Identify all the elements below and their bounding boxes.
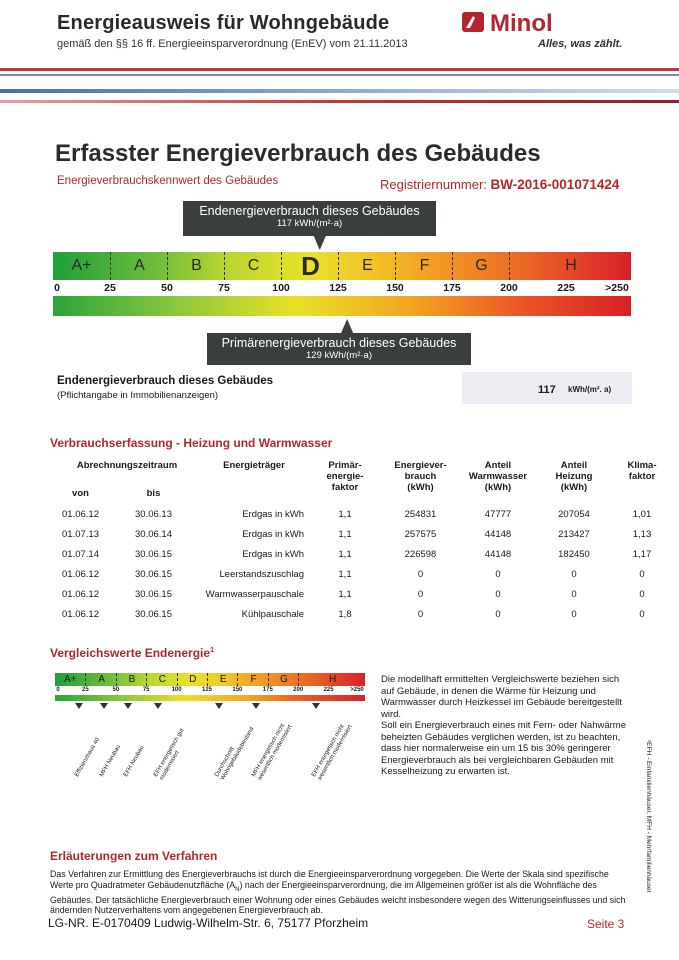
table-cell: 0 (571, 588, 577, 600)
explanation-text-sub: N (235, 886, 240, 893)
comparison-marker-label: EFH Neubau (122, 744, 146, 778)
table-cell: 01.07.13 (62, 528, 99, 540)
scale-class-e: E (338, 252, 396, 280)
table-cell: 44148 (484, 528, 512, 540)
header-rule-red (0, 68, 679, 71)
consumption-table (54, 460, 673, 624)
scale-tick: 200 (500, 282, 518, 294)
comparison-marker-label: MFH energetisch nicht wesentlich modernisiert (250, 723, 294, 782)
table-cell: 213427 (558, 528, 590, 540)
document-title: Energieausweis für Wohngebäude (57, 12, 390, 34)
header-warmwater: Anteil Warmwasser (kWh) (468, 460, 528, 493)
registration-label: Registriernummer: (380, 177, 487, 192)
header-period: Abrechnungszeitraum (76, 460, 178, 471)
registration-number: BW-2016-001071424 (490, 177, 620, 192)
scale-class-g: G (452, 252, 510, 280)
table-cell: 30.06.13 (135, 508, 172, 520)
table-cell: 0 (417, 608, 424, 620)
mini-scale-tick: 0 (56, 687, 60, 693)
mini-scale-class: H (298, 673, 366, 686)
explanation-text-2: ) nach der Energieeinsparverordnung, die im Allgemeinen größer ist als die Wohnfläche des Gebäudes. Der tatsächliche Energieverbrauch einer Wohnung oder eines Gebäudes weicht insbesondere wegen des Witterungseinflusses und sich ändernden Nutzerverhaltens vom angegebenen Energieverbrauch ab. (50, 879, 626, 916)
comparison-marker-label: Effizienzhaus 40 (74, 736, 102, 778)
mini-scale-class: D (177, 673, 208, 686)
comparison-title (50, 646, 214, 660)
table-cell: 0 (639, 568, 645, 580)
logo-text: Minol (490, 10, 553, 34)
table-cell: 44148 (484, 548, 512, 560)
table-cell: 0 (495, 588, 501, 600)
footer-address: LG-NR. E-0170409 Ludwig-Wilhelm-Str. 6, 75177 Pforzheim (48, 916, 369, 930)
scale-tick: 0 (54, 282, 60, 294)
scale-tick: 75 (218, 282, 230, 294)
end-energy-callout-title: Endenergieverbrauch dieses Gebäudes (199, 204, 420, 218)
table-cell: 30.06.15 (135, 568, 172, 580)
end-energy-callout-value: 117 kWh/(m²·a) (276, 218, 343, 229)
comparison-marker-label: EFH energetisch gut modernisiert (153, 727, 186, 782)
table-row (54, 544, 673, 564)
scale-class-a: A (110, 252, 168, 280)
mini-scale-tick: 125 (201, 687, 213, 693)
comparison-marker (75, 703, 83, 709)
table-row (54, 504, 673, 524)
comparison-marker (312, 703, 320, 709)
header-heating: Anteil Heizung (kWh) (555, 460, 593, 493)
scale-tick: 50 (161, 282, 173, 294)
table-cell: 30.06.15 (135, 588, 172, 600)
table-cell: 1,1 (338, 508, 352, 520)
comparison-paragraph-1: Die modellhaft ermittelten Vergleichswerte beziehen sich auf Gebäude, in denen die Wärme für Heizung und Warmwasser durch Heizkessel im Gebäude bereitgestellt wird. (381, 674, 622, 720)
logo-slogan: Alles, was zählt. (538, 38, 623, 50)
comparison-title-sup: 1 (210, 647, 214, 654)
table-cell: 0 (571, 608, 577, 620)
header-from: von (72, 488, 89, 499)
header-to: bis (146, 488, 161, 499)
primary-energy-callout-value: 129 kWh/(m²·a) (306, 350, 372, 361)
scale-tick: 125 (329, 282, 347, 294)
mini-scale-tick: 200 (293, 687, 304, 693)
mini-scale-class: F (237, 673, 268, 686)
table-cell: 1,1 (338, 548, 352, 560)
kennwert-label: Energieverbrauchskennwert des Gebäudes (57, 175, 279, 187)
mini-scale-class: B (116, 673, 147, 686)
minol-logo (462, 10, 638, 34)
mini-scale-tick: >250 (350, 687, 364, 693)
table-row (54, 524, 673, 544)
summary-note: (Pflichtangabe in Immobilienanzeigen) (57, 390, 219, 401)
table-cell: 257575 (404, 528, 437, 540)
mini-scale-class: E (207, 673, 238, 686)
mini-scale-tick: 150 (232, 687, 243, 693)
table-cell: 0 (495, 568, 501, 580)
scale-tick: 175 (443, 282, 461, 294)
table-cell: Leerstandszuschlag (219, 568, 304, 580)
primary-energy-pointer (53, 318, 631, 334)
scale-class-c: C (224, 252, 282, 280)
comparison-scale (55, 673, 365, 695)
header-rule-blue (0, 74, 679, 76)
table-cell: 01.07.14 (62, 548, 99, 560)
table-row (54, 604, 673, 624)
gradient-bar (53, 296, 631, 316)
mini-scale-tick: 25 (82, 687, 89, 693)
mini-scale-class: G (268, 673, 299, 686)
comparison-marker-label: Durchschnitt Wohngebäudebestand (214, 726, 256, 782)
header-carrier: Energieträger (223, 460, 285, 471)
end-energy-callout (183, 201, 436, 236)
table-cell: 30.06.15 (135, 548, 172, 560)
header-climate: Klima- faktor (627, 460, 657, 482)
table-cell: 0 (639, 588, 645, 600)
comparison-title-text: Vergleichswerte Endenergie (50, 646, 211, 660)
table-cell: 1,1 (338, 568, 352, 580)
scale-class-d: D (281, 252, 339, 280)
scale-tick: 25 (104, 282, 116, 294)
header-pef: Primär- energie- faktor (326, 460, 364, 493)
scale-tick: 225 (557, 282, 575, 294)
header-consumption: Energiever- brauch (kWh) (394, 460, 447, 493)
document-subtitle: gemäß den §§ 16 ff. Energieeinsparverordnung (EnEV) vom 21.11.2013 (57, 38, 408, 50)
table-cell: 1,1 (338, 588, 352, 600)
table-cell: 1,1 (338, 528, 352, 540)
table-cell: 1,8 (338, 608, 352, 620)
scale-class-aplus: A+ (71, 257, 92, 274)
scale-tick: >250 (605, 282, 629, 294)
mini-scale-tick: 50 (112, 687, 120, 693)
scale-class-f: F (395, 252, 453, 280)
table-cell: 0 (417, 588, 424, 600)
mini-scale-class: C (146, 673, 177, 686)
table-cell: 0 (571, 568, 577, 580)
table-cell: 254831 (404, 508, 437, 520)
table-cell: 1,01 (632, 508, 652, 520)
abbreviation-note: ¹EFH - Einfamilienhäuser, MFH - Mehrfamilienhäuser (645, 740, 652, 893)
consumption-title: Verbrauchserfassung - Heizung und Warmwasser (50, 436, 333, 450)
header-rule-red-2 (0, 100, 679, 103)
table-cell: 01.06.12 (62, 588, 99, 600)
table-row (54, 584, 673, 604)
scale-class-h: H (509, 252, 632, 280)
comparison-marker (252, 703, 260, 709)
table-cell: 0 (417, 568, 424, 580)
comparison-paragraph-2: Soll ein Energieverbrauch eines mit Fern- oder Nahwärme beheizten Gebäudes verglichen werden, ist zu beachten, dass hier normalerweise ein um 15 bis 30% geringerer Energieverbrauch als bei vergleichbaren Gebäuden mit Kesselheizung zu erwarten ist. (381, 720, 627, 777)
table-cell: Erdgas in kWh (242, 508, 304, 520)
mini-scale-tick: 175 (262, 687, 273, 693)
explanation-text (50, 869, 630, 916)
scale-tick: 100 (272, 282, 290, 294)
summary-label: Endenergieverbrauch dieses Gebäudes (57, 375, 274, 387)
table-cell: 30.06.14 (135, 528, 172, 540)
comparison-marker (154, 703, 162, 709)
mini-scale-tick: 100 (171, 687, 182, 693)
primary-energy-callout-title: Primärenergieverbrauch dieses Gebäudes (221, 336, 457, 350)
table-cell: Erdgas in kWh (242, 548, 304, 560)
table-cell: 01.06.12 (62, 608, 99, 620)
summary-value: 117 (538, 384, 556, 396)
table-cell: 0 (495, 608, 501, 620)
mini-scale-class: A (85, 673, 116, 686)
scale-class-b: B (167, 252, 225, 280)
table-cell: Warmwasserpauschale (205, 588, 304, 600)
table-cell: 47777 (484, 508, 512, 520)
comparison-gradient-bar (55, 695, 365, 701)
efficiency-scale (53, 252, 631, 280)
summary-unit: kWh/(m². a) (568, 385, 612, 394)
table-cell: 01.06.12 (62, 508, 99, 520)
table-cell: Erdgas in kWh (242, 528, 304, 540)
comparison-marker (100, 703, 108, 709)
comparison-marker (124, 703, 132, 709)
table-cell: 01.06.12 (62, 568, 99, 580)
table-cell: 30.06.15 (135, 608, 172, 620)
table-cell: 1,17 (632, 548, 652, 560)
header-rule-blue-2 (0, 89, 679, 93)
comparison-marker (215, 703, 223, 709)
footer-page-number: Seite 3 (587, 917, 625, 931)
mini-scale-class: A+ (63, 674, 77, 685)
table-cell: 182450 (558, 548, 590, 560)
explanation-title: Erläuterungen zum Verfahren (50, 849, 218, 863)
comparison-marker-label: EFH energetisch nicht wesentlich modernisiert (311, 723, 355, 782)
mini-scale-tick: 225 (323, 687, 334, 693)
explanation-text-1: Das Verfahren zur Ermittlung des Energieverbrauchs ist durch die Energieeinsparverordnung vorgegeben. Die Werte der Skala sind spezifische Werte pro Quadratmeter Gebäudenutzfläche (A (50, 869, 609, 890)
registration (380, 177, 619, 192)
table-cell: 1,13 (632, 528, 652, 540)
mini-scale-tick: 75 (142, 687, 150, 693)
primary-energy-callout (207, 333, 471, 365)
comparison-marker-label: MFH Neubau (98, 744, 122, 778)
end-energy-pointer (53, 236, 631, 252)
table-row (54, 564, 673, 584)
page-heading: Erfasster Energieverbrauch des Gebäudes (55, 140, 541, 167)
scale-tick: 150 (386, 282, 404, 294)
table-cell: Kühlpauschale (241, 608, 304, 620)
table-cell: 0 (639, 608, 645, 620)
table-cell: 226598 (404, 548, 437, 560)
scale-ticks (53, 282, 631, 296)
table-cell: 207054 (558, 508, 590, 520)
